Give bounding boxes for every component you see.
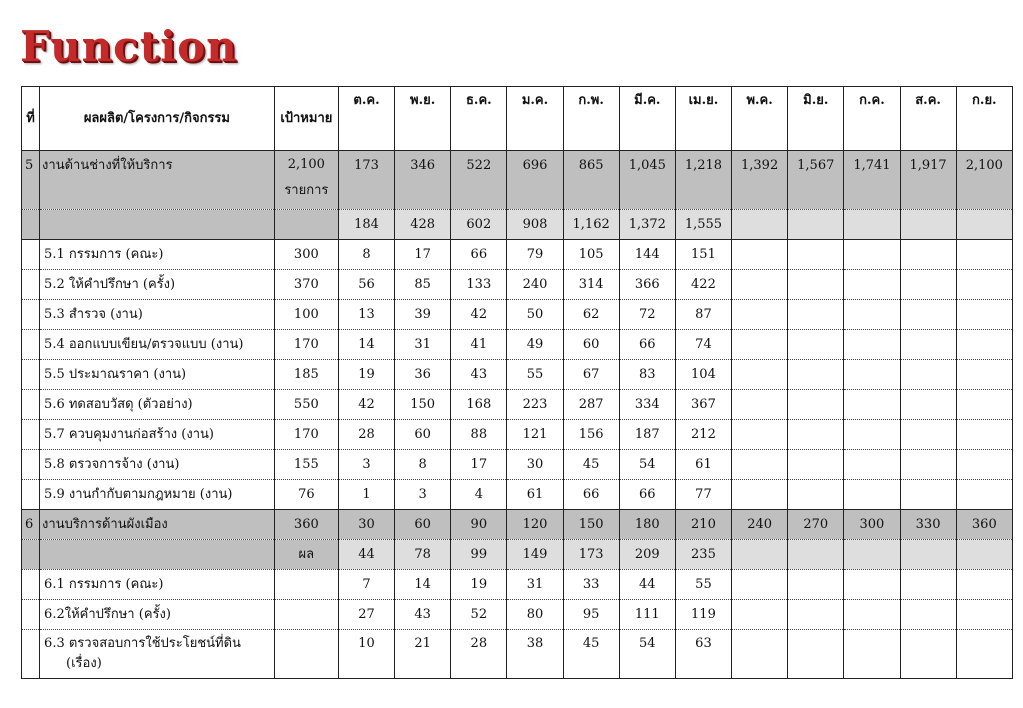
- value-cell: [732, 390, 788, 420]
- value-cell: 33: [563, 570, 619, 600]
- value-cell: [844, 420, 900, 450]
- value-cell: 240: [507, 270, 563, 300]
- value-cell: [732, 630, 788, 679]
- value-cell: [956, 600, 1012, 630]
- plan-cell: 696: [507, 151, 563, 210]
- plan-cell: 270: [788, 510, 844, 540]
- value-cell: 62: [563, 300, 619, 330]
- plan-cell: 2,100: [956, 151, 1012, 210]
- value-cell: 85: [395, 270, 451, 300]
- plan-cell: 1,741: [844, 151, 900, 210]
- value-cell: 8: [338, 240, 394, 270]
- value-cell: 121: [507, 420, 563, 450]
- plan-cell: 1,567: [788, 151, 844, 210]
- value-cell: 156: [563, 420, 619, 450]
- value-cell: 17: [451, 450, 507, 480]
- item-name: 5.9 งานกำกับตามกฎหมาย (งาน): [40, 480, 275, 510]
- value-cell: [788, 570, 844, 600]
- item-target: 155: [274, 450, 338, 480]
- value-cell: [956, 390, 1012, 420]
- value-cell: 38: [507, 630, 563, 679]
- value-cell: [844, 600, 900, 630]
- value-cell: 54: [619, 450, 675, 480]
- row-no-cell: [22, 480, 40, 510]
- value-cell: 50: [507, 300, 563, 330]
- value-cell: 104: [675, 360, 731, 390]
- value-cell: 42: [451, 300, 507, 330]
- value-cell: 14: [395, 570, 451, 600]
- plan-cell: 1,917: [900, 151, 956, 210]
- value-cell: 49: [507, 330, 563, 360]
- value-cell: [900, 420, 956, 450]
- value-cell: 150: [395, 390, 451, 420]
- plan-cell: 210: [675, 510, 731, 540]
- plan-cell: 150: [563, 510, 619, 540]
- plan-cell: 173: [338, 151, 394, 210]
- item-target: 185: [274, 360, 338, 390]
- value-cell: 95: [563, 600, 619, 630]
- value-cell: 1: [338, 480, 394, 510]
- table-row: [22, 330, 1013, 360]
- table-row: [22, 450, 1013, 480]
- value-cell: 17: [395, 240, 451, 270]
- value-cell: [788, 390, 844, 420]
- value-cell: 13: [338, 300, 394, 330]
- item-name: 5.5 ประมาณราคา (งาน): [40, 360, 275, 390]
- actual-cell: [956, 540, 1012, 570]
- actual-cell: [844, 540, 900, 570]
- value-cell: 187: [619, 420, 675, 450]
- plan-cell: 1,392: [732, 151, 788, 210]
- row-no-cell: [22, 360, 40, 390]
- plan-cell: 330: [900, 510, 956, 540]
- value-cell: 43: [451, 360, 507, 390]
- value-cell: [900, 570, 956, 600]
- item-name: 5.2 ให้คำปรึกษา (ครั้ง): [40, 270, 275, 300]
- section-5-name: งานด้านช่างที่ให้บริการ: [40, 151, 275, 210]
- item-target: 170: [274, 420, 338, 450]
- plan-cell: 522: [451, 151, 507, 210]
- section-6-name-cont: [40, 540, 275, 570]
- actual-cell: 1,372: [619, 210, 675, 240]
- value-cell: 44: [619, 570, 675, 600]
- plan-cell: 300: [844, 510, 900, 540]
- actual-cell: 78: [395, 540, 451, 570]
- value-cell: [732, 330, 788, 360]
- value-cell: [956, 570, 1012, 600]
- value-cell: 14: [338, 330, 394, 360]
- value-cell: 52: [451, 600, 507, 630]
- section-5-name-cont: [40, 210, 275, 240]
- value-cell: 27: [338, 600, 394, 630]
- value-cell: 60: [395, 420, 451, 450]
- item-target: 300: [274, 240, 338, 270]
- item-target: 550: [274, 390, 338, 420]
- actual-cell: [956, 210, 1012, 240]
- value-cell: 31: [395, 330, 451, 360]
- value-cell: 19: [451, 570, 507, 600]
- item-target: [274, 600, 338, 630]
- value-cell: 31: [507, 570, 563, 600]
- value-cell: [956, 300, 1012, 330]
- item-name: 5.7 ควบคุมงานก่อสร้าง (งาน): [40, 420, 275, 450]
- value-cell: 212: [675, 420, 731, 450]
- value-cell: 3: [338, 450, 394, 480]
- row-no-cell: [22, 600, 40, 630]
- item-name: 5.6 ทดสอบวัสดุ (ตัวอย่าง): [40, 390, 275, 420]
- row-no-cell: [22, 300, 40, 330]
- value-cell: 42: [338, 390, 394, 420]
- value-cell: 7: [338, 570, 394, 600]
- value-cell: 45: [563, 630, 619, 679]
- value-cell: 43: [395, 600, 451, 630]
- actual-cell: [844, 210, 900, 240]
- item-target: [274, 630, 338, 679]
- value-cell: [900, 630, 956, 679]
- value-cell: 77: [675, 480, 731, 510]
- row-no-cell: [22, 240, 40, 270]
- section-5-target-value: 2,100: [287, 157, 325, 172]
- value-cell: 30: [507, 450, 563, 480]
- item-target: 370: [274, 270, 338, 300]
- value-cell: [844, 330, 900, 360]
- value-cell: 45: [563, 450, 619, 480]
- value-cell: [956, 330, 1012, 360]
- value-cell: [788, 300, 844, 330]
- actual-cell: 1,162: [563, 210, 619, 240]
- value-cell: [788, 360, 844, 390]
- page-title: Function: [20, 22, 238, 71]
- header-no: ที่: [22, 87, 40, 151]
- table-row: [22, 270, 1013, 300]
- section-6-actual-row: [22, 540, 1013, 570]
- item-target: 100: [274, 300, 338, 330]
- table-row: [22, 570, 1013, 600]
- actual-cell: [732, 540, 788, 570]
- value-cell: [788, 480, 844, 510]
- value-cell: [788, 420, 844, 450]
- header-month: มี.ค.: [619, 87, 675, 151]
- item-name: 5.8 ตรวจการจ้าง (งาน): [40, 450, 275, 480]
- value-cell: [844, 630, 900, 679]
- value-cell: 66: [451, 240, 507, 270]
- table-row: [22, 420, 1013, 450]
- value-cell: [732, 600, 788, 630]
- row-no-cell: [22, 270, 40, 300]
- value-cell: [844, 390, 900, 420]
- table-row: [22, 630, 1013, 679]
- actual-cell: 99: [451, 540, 507, 570]
- value-cell: [900, 330, 956, 360]
- value-cell: 334: [619, 390, 675, 420]
- header-month: ก.ค.: [844, 87, 900, 151]
- value-cell: 61: [675, 450, 731, 480]
- row-no-cell: [22, 570, 40, 600]
- value-cell: [732, 360, 788, 390]
- value-cell: [732, 450, 788, 480]
- value-cell: 21: [395, 630, 451, 679]
- section-6-name: งานบริการด้านผังเมือง: [40, 510, 275, 540]
- value-cell: 74: [675, 330, 731, 360]
- row-no-cell: [22, 330, 40, 360]
- value-cell: 422: [675, 270, 731, 300]
- value-cell: [956, 630, 1012, 679]
- value-cell: [844, 300, 900, 330]
- value-cell: 367: [675, 390, 731, 420]
- value-cell: 88: [451, 420, 507, 450]
- value-cell: 67: [563, 360, 619, 390]
- table-row: [22, 300, 1013, 330]
- value-cell: [788, 240, 844, 270]
- section-5-target-cont: [274, 210, 338, 240]
- value-cell: 54: [619, 630, 675, 679]
- value-cell: [844, 570, 900, 600]
- value-cell: [956, 360, 1012, 390]
- value-cell: 4: [451, 480, 507, 510]
- header-month: มิ.ย.: [788, 87, 844, 151]
- value-cell: 28: [451, 630, 507, 679]
- value-cell: 8: [395, 450, 451, 480]
- value-cell: 61: [507, 480, 563, 510]
- item-name: 5.3 สำรวจ (งาน): [40, 300, 275, 330]
- value-cell: 80: [507, 600, 563, 630]
- actual-cell: [900, 540, 956, 570]
- table-row: [22, 390, 1013, 420]
- actual-cell: 428: [395, 210, 451, 240]
- value-cell: [844, 240, 900, 270]
- item-name: 5.1 กรรมการ (คณะ): [40, 240, 275, 270]
- value-cell: 144: [619, 240, 675, 270]
- value-cell: [900, 600, 956, 630]
- row-no-cell: [22, 450, 40, 480]
- header-target: เป้าหมาย: [274, 87, 338, 151]
- value-cell: [844, 450, 900, 480]
- actual-cell: 184: [338, 210, 394, 240]
- plan-cell: 240: [732, 510, 788, 540]
- value-cell: [956, 270, 1012, 300]
- row-no-cell: [22, 630, 40, 679]
- header-name: ผลผลิต/โครงการ/กิจกรรม: [40, 87, 275, 151]
- value-cell: [788, 630, 844, 679]
- value-cell: [900, 240, 956, 270]
- value-cell: [900, 360, 956, 390]
- value-cell: 60: [563, 330, 619, 360]
- value-cell: 151: [675, 240, 731, 270]
- value-cell: [788, 600, 844, 630]
- item-name-line2: (เรื่อง): [66, 656, 102, 671]
- value-cell: 56: [338, 270, 394, 300]
- value-cell: 3: [395, 480, 451, 510]
- value-cell: 63: [675, 630, 731, 679]
- table-row: [22, 480, 1013, 510]
- value-cell: 168: [451, 390, 507, 420]
- section-6-target: 360: [274, 510, 338, 540]
- section-5-number-cont: [22, 210, 40, 240]
- section-5-number: 5: [22, 151, 40, 210]
- plan-cell: 180: [619, 510, 675, 540]
- plan-cell: 865: [563, 151, 619, 210]
- value-cell: 28: [338, 420, 394, 450]
- value-cell: 39: [395, 300, 451, 330]
- header-month: ม.ค.: [507, 87, 563, 151]
- section-5-target-unit: รายการ: [284, 183, 329, 198]
- table-row: [22, 360, 1013, 390]
- plan-cell: 120: [507, 510, 563, 540]
- plan-cell: 346: [395, 151, 451, 210]
- section-6-number-cont: [22, 540, 40, 570]
- item-name-line1: 6.3 ตรวจสอบการใช้ประโยชน์ที่ดิน: [44, 636, 241, 651]
- item-name: 6.1 กรรมการ (คณะ): [40, 570, 275, 600]
- table-row: [22, 600, 1013, 630]
- section-5-items: [22, 240, 1013, 510]
- header-month: พ.ค.: [732, 87, 788, 151]
- table-row: [22, 240, 1013, 270]
- value-cell: 87: [675, 300, 731, 330]
- value-cell: 55: [675, 570, 731, 600]
- plan-cell: 60: [395, 510, 451, 540]
- section-6-number: 6: [22, 510, 40, 540]
- value-cell: 119: [675, 600, 731, 630]
- value-cell: [900, 270, 956, 300]
- actual-cell: 149: [507, 540, 563, 570]
- actual-cell: [732, 210, 788, 240]
- header-row: [22, 87, 1013, 151]
- value-cell: [844, 480, 900, 510]
- value-cell: [956, 240, 1012, 270]
- value-cell: [844, 270, 900, 300]
- value-cell: 314: [563, 270, 619, 300]
- value-cell: [900, 450, 956, 480]
- header-month: พ.ย.: [395, 87, 451, 151]
- value-cell: 366: [619, 270, 675, 300]
- actual-cell: 44: [338, 540, 394, 570]
- section-6-plan-row: [22, 510, 1013, 540]
- actual-cell: [900, 210, 956, 240]
- section-5-target: [274, 151, 338, 210]
- row-no-cell: [22, 420, 40, 450]
- value-cell: [732, 300, 788, 330]
- section-5-plan-row: [22, 151, 1013, 210]
- actual-cell: [788, 210, 844, 240]
- value-cell: 19: [338, 360, 394, 390]
- plan-cell: 30: [338, 510, 394, 540]
- value-cell: [788, 450, 844, 480]
- header-month: เม.ย.: [675, 87, 731, 151]
- value-cell: 83: [619, 360, 675, 390]
- value-cell: [900, 390, 956, 420]
- value-cell: 111: [619, 600, 675, 630]
- value-cell: 72: [619, 300, 675, 330]
- actual-cell: 235: [675, 540, 731, 570]
- value-cell: [900, 300, 956, 330]
- header-month: ต.ค.: [338, 87, 394, 151]
- value-cell: 223: [507, 390, 563, 420]
- plan-cell: 1,045: [619, 151, 675, 210]
- section-6-actual-label: ผล: [274, 540, 338, 570]
- value-cell: [732, 480, 788, 510]
- value-cell: [900, 480, 956, 510]
- value-cell: [732, 270, 788, 300]
- value-cell: [788, 270, 844, 300]
- actual-cell: 602: [451, 210, 507, 240]
- actual-cell: 173: [563, 540, 619, 570]
- value-cell: [956, 480, 1012, 510]
- item-name: 6.2ให้คำปรึกษา (ครั้ง): [40, 600, 275, 630]
- value-cell: 36: [395, 360, 451, 390]
- value-cell: 66: [619, 480, 675, 510]
- value-cell: [956, 450, 1012, 480]
- value-cell: 287: [563, 390, 619, 420]
- actual-cell: [788, 540, 844, 570]
- plan-cell: 1,218: [675, 151, 731, 210]
- actual-cell: 1,555: [675, 210, 731, 240]
- plan-cell: 360: [956, 510, 1012, 540]
- row-no-cell: [22, 390, 40, 420]
- value-cell: [732, 570, 788, 600]
- header-month: ก.พ.: [563, 87, 619, 151]
- actual-cell: 908: [507, 210, 563, 240]
- value-cell: [732, 420, 788, 450]
- item-target: 170: [274, 330, 338, 360]
- value-cell: 66: [619, 330, 675, 360]
- item-target: 76: [274, 480, 338, 510]
- value-cell: 66: [563, 480, 619, 510]
- value-cell: 133: [451, 270, 507, 300]
- value-cell: 41: [451, 330, 507, 360]
- plan-cell: 90: [451, 510, 507, 540]
- value-cell: 55: [507, 360, 563, 390]
- header-month: ก.ย.: [956, 87, 1012, 151]
- performance-table: [21, 86, 1013, 679]
- value-cell: [844, 360, 900, 390]
- value-cell: 79: [507, 240, 563, 270]
- section-5-actual-row: [22, 210, 1013, 240]
- item-name: [40, 630, 275, 679]
- item-name: 5.4 ออกแบบเขียน/ตรวจแบบ (งาน): [40, 330, 275, 360]
- header-month: ธ.ค.: [451, 87, 507, 151]
- value-cell: [788, 330, 844, 360]
- value-cell: 10: [338, 630, 394, 679]
- value-cell: 105: [563, 240, 619, 270]
- value-cell: [732, 240, 788, 270]
- value-cell: [956, 420, 1012, 450]
- actual-cell: 209: [619, 540, 675, 570]
- header-month: ส.ค.: [900, 87, 956, 151]
- item-target: [274, 570, 338, 600]
